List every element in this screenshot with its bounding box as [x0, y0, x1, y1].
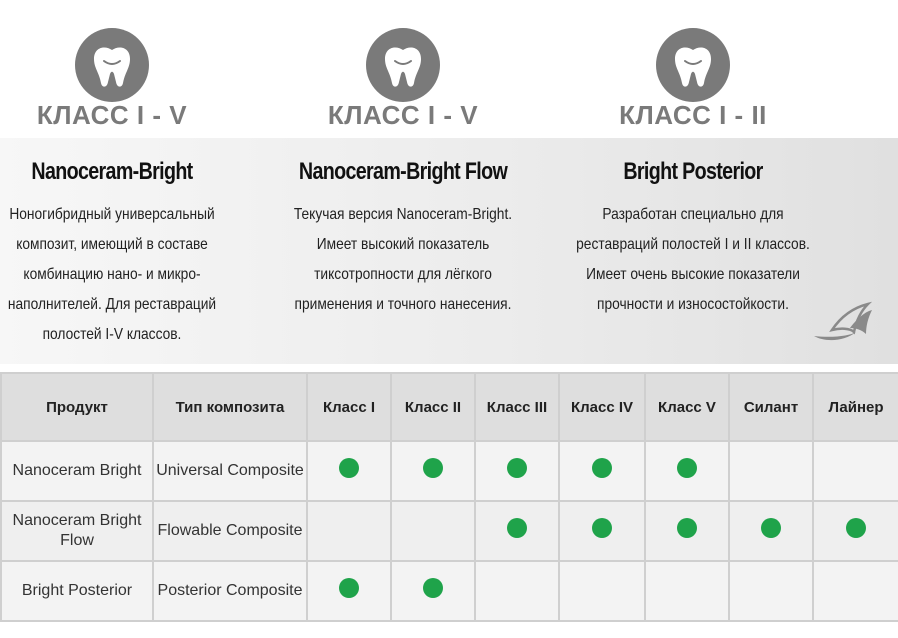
product-card — [543, 138, 843, 320]
header-class-1: Класс I — [307, 373, 391, 441]
class-column-2 — [253, 0, 553, 138]
product-name-cell: Bright Posterior — [1, 561, 153, 621]
indication-cell — [645, 441, 729, 501]
header-class-2: Класс II — [391, 373, 475, 441]
indication-dot — [507, 518, 527, 538]
product-description: Разработан специально для реставраций полостей I и II классов. Имеет очень высокие показатели прочности и износостойкости. — [576, 206, 810, 313]
header-product: Продукт — [1, 373, 153, 441]
indication-dot — [507, 458, 527, 478]
product-title: Nanoceram-Bright Flow — [298, 158, 508, 185]
indication-dot — [339, 458, 359, 478]
indication-cell — [729, 561, 813, 621]
indication-dot — [339, 578, 359, 598]
indication-cell — [813, 441, 898, 501]
class-label: КЛАСС I - V — [36, 100, 188, 130]
tooth-icon — [75, 28, 149, 102]
class-header-area — [0, 0, 898, 138]
indication-cell — [813, 501, 898, 561]
indication-cell — [307, 501, 391, 561]
table-row — [1, 501, 898, 561]
class-column-3 — [543, 0, 843, 138]
indication-cell — [559, 441, 645, 501]
indication-cell — [391, 441, 475, 501]
header-type: Тип композита — [153, 373, 307, 441]
indication-cell — [559, 561, 645, 621]
product-title: Bright Posterior — [623, 158, 763, 185]
class-column-1 — [0, 0, 262, 138]
product-description: Ноногибридный универсальный композит, имеющий в составе комбинацию нано- и микро-наполнителей. Для реставраций полостей I-V классов. — [7, 206, 217, 343]
product-title: Nanoceram-Bright — [31, 158, 193, 185]
composite-type-cell: Universal Composite — [153, 441, 307, 501]
compatibility-table — [0, 372, 898, 622]
product-description: Текучая версия Nanoceram-Bright. Имеет высокий показатель тиксотропности для лёгкого применения и точного нанесения. — [293, 206, 513, 313]
indication-dot — [592, 518, 612, 538]
tooth-icon — [366, 28, 440, 102]
indication-cell — [645, 561, 729, 621]
table-header-row — [1, 373, 898, 441]
header-sealant: Силант — [729, 373, 813, 441]
product-name-cell: Nanoceram Bright — [1, 441, 153, 501]
indication-dot — [677, 458, 697, 478]
indication-cell — [475, 561, 559, 621]
indication-cell — [475, 501, 559, 561]
table-row — [1, 441, 898, 501]
indication-cell — [645, 501, 729, 561]
brand-logo-icon — [810, 298, 876, 344]
indication-dot — [677, 518, 697, 538]
indication-cell — [729, 441, 813, 501]
class-label: КЛАСС I - II — [619, 100, 767, 130]
indication-cell — [813, 561, 898, 621]
header-class-4: Класс IV — [559, 373, 645, 441]
product-card — [0, 138, 262, 350]
composite-type-cell: Flowable Composite — [153, 501, 307, 561]
product-description-band — [0, 138, 898, 364]
indication-cell — [391, 501, 475, 561]
indication-cell — [729, 501, 813, 561]
indication-cell — [307, 561, 391, 621]
indication-cell — [391, 561, 475, 621]
indication-dot — [592, 458, 612, 478]
header-class-5: Класс V — [645, 373, 729, 441]
composite-type-cell: Posterior Composite — [153, 561, 307, 621]
header-liner: Лайнер — [813, 373, 898, 441]
header-class-3: Класс III — [475, 373, 559, 441]
indication-dot — [423, 578, 443, 598]
indication-cell — [559, 501, 645, 561]
product-name-cell: Nanoceram Bright Flow — [1, 501, 153, 561]
tooth-icon — [656, 28, 730, 102]
indication-dot — [761, 518, 781, 538]
indication-dot — [423, 458, 443, 478]
product-card — [253, 138, 553, 320]
indication-cell — [475, 441, 559, 501]
indication-dot — [846, 518, 866, 538]
indication-cell — [307, 441, 391, 501]
class-label: КЛАСС I - V — [327, 100, 479, 130]
table-row — [1, 561, 898, 621]
